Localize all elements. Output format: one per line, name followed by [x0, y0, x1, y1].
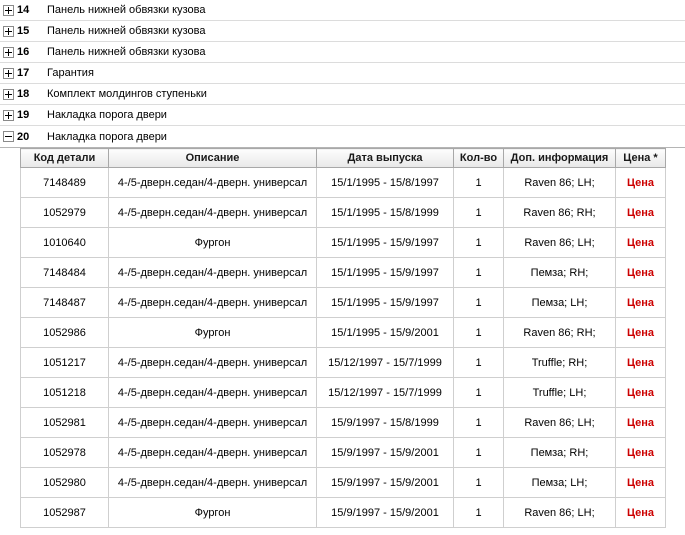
cell-description: 4-/5-дверн.седан/4-дверн. универсал — [109, 288, 317, 318]
cell-quantity: 1 — [454, 198, 504, 228]
cell-extra-info: Пемза; RH; — [504, 438, 616, 468]
cell-quantity: 1 — [454, 228, 504, 258]
tree-item[interactable] — [0, 105, 685, 126]
column-header-code[interactable]: Код детали — [21, 149, 109, 168]
table-row[interactable] — [21, 258, 666, 288]
cell-extra-info: Raven 86; LH; — [504, 228, 616, 258]
assembly-tree — [0, 0, 685, 148]
cell-part-code: 1052978 — [21, 438, 109, 468]
cell-price-link[interactable]: Цена — [616, 318, 666, 348]
cell-quantity: 1 — [454, 318, 504, 348]
tree-item-number: 20 — [17, 130, 30, 143]
table-row[interactable] — [21, 198, 666, 228]
cell-date-range: 15/9/1997 - 15/9/2001 — [317, 438, 454, 468]
cell-description: Фургон — [109, 498, 317, 528]
cell-date-range: 15/1/1995 - 15/9/1997 — [317, 258, 454, 288]
cell-quantity: 1 — [454, 378, 504, 408]
column-header-description[interactable]: Описание — [109, 149, 317, 168]
cell-date-range: 15/1/1995 - 15/9/1997 — [317, 228, 454, 258]
cell-price-link[interactable]: Цена — [616, 408, 666, 438]
table-row[interactable] — [21, 288, 666, 318]
expand-plus-icon[interactable] — [3, 5, 14, 16]
cell-description: 4-/5-дверн.седан/4-дверн. универсал — [109, 468, 317, 498]
expand-plus-icon[interactable] — [3, 68, 14, 79]
tree-item[interactable] — [0, 21, 685, 42]
cell-description: 4-/5-дверн.седан/4-дверн. универсал — [109, 168, 317, 198]
cell-quantity: 1 — [454, 258, 504, 288]
cell-part-code: 1052986 — [21, 318, 109, 348]
cell-date-range: 15/12/1997 - 15/7/1999 — [317, 378, 454, 408]
cell-date-range: 15/1/1995 - 15/8/1997 — [317, 168, 454, 198]
cell-quantity: 1 — [454, 498, 504, 528]
cell-extra-info: Truffle; LH; — [504, 378, 616, 408]
cell-description: 4-/5-дверн.седан/4-дверн. универсал — [109, 258, 317, 288]
cell-date-range: 15/12/1997 - 15/7/1999 — [317, 348, 454, 378]
cell-quantity: 1 — [454, 408, 504, 438]
table-row[interactable] — [21, 318, 666, 348]
cell-date-range: 15/1/1995 - 15/8/1999 — [317, 198, 454, 228]
table-row[interactable] — [21, 468, 666, 498]
cell-date-range: 15/1/1995 - 15/9/1997 — [317, 288, 454, 318]
expand-plus-icon[interactable] — [3, 110, 14, 121]
table-row[interactable] — [21, 378, 666, 408]
cell-price-link[interactable]: Цена — [616, 228, 666, 258]
table-row[interactable] — [21, 498, 666, 528]
cell-price-link[interactable]: Цена — [616, 168, 666, 198]
cell-quantity: 1 — [454, 468, 504, 498]
tree-item-number: 15 — [17, 25, 30, 37]
cell-date-range: 15/9/1997 - 15/9/2001 — [317, 498, 454, 528]
cell-part-code: 1051217 — [21, 348, 109, 378]
tree-item-number: 14 — [17, 4, 30, 16]
cell-price-link[interactable]: Цена — [616, 378, 666, 408]
cell-extra-info: Пемза; LH; — [504, 468, 616, 498]
table-row[interactable] — [21, 348, 666, 378]
cell-part-code: 7148484 — [21, 258, 109, 288]
parts-table — [20, 148, 666, 528]
expand-plus-icon[interactable] — [3, 26, 14, 37]
cell-quantity: 1 — [454, 348, 504, 378]
tree-item[interactable] — [0, 42, 685, 63]
tree-item-label[interactable]: Гарантия — [47, 67, 94, 79]
cell-part-code: 1052987 — [21, 498, 109, 528]
cell-date-range: 15/1/1995 - 15/9/2001 — [317, 318, 454, 348]
tree-item-label[interactable]: Панель нижней обвязки кузова — [47, 4, 206, 16]
tree-item-number: 17 — [17, 67, 30, 79]
cell-part-code: 7148487 — [21, 288, 109, 318]
tree-item-label[interactable]: Панель нижней обвязки кузова — [47, 46, 206, 58]
table-row[interactable] — [21, 168, 666, 198]
cell-description: 4-/5-дверн.седан/4-дверн. универсал — [109, 378, 317, 408]
cell-quantity: 1 — [454, 438, 504, 468]
tree-item-number: 16 — [17, 46, 30, 58]
cell-description: Фургон — [109, 318, 317, 348]
column-header-date[interactable]: Дата выпуска — [317, 149, 454, 168]
cell-extra-info: Raven 86; LH; — [504, 408, 616, 438]
cell-price-link[interactable]: Цена — [616, 198, 666, 228]
cell-part-code: 1052981 — [21, 408, 109, 438]
tree-item[interactable] — [0, 84, 685, 105]
tree-item-label[interactable]: Накладка порога двери — [47, 130, 167, 143]
table-row[interactable] — [21, 228, 666, 258]
cell-extra-info: Raven 86; RH; — [504, 318, 616, 348]
column-header-quantity[interactable]: Кол-во — [454, 149, 504, 168]
expand-plus-icon[interactable] — [3, 89, 14, 100]
cell-extra-info: Raven 86; LH; — [504, 498, 616, 528]
cell-date-range: 15/9/1997 - 15/8/1999 — [317, 408, 454, 438]
cell-price-link[interactable]: Цена — [616, 348, 666, 378]
cell-extra-info: Raven 86; LH; — [504, 168, 616, 198]
cell-part-code: 1010640 — [21, 228, 109, 258]
cell-extra-info: Raven 86; RH; — [504, 198, 616, 228]
column-header-extra-info[interactable]: Доп. информация — [504, 149, 616, 168]
cell-price-link[interactable]: Цена — [616, 258, 666, 288]
cell-price-link[interactable]: Цена — [616, 498, 666, 528]
table-header-row — [21, 149, 666, 168]
table-row[interactable] — [21, 408, 666, 438]
cell-extra-info: Пемза; RH; — [504, 258, 616, 288]
cell-description: 4-/5-дверн.седан/4-дверн. универсал — [109, 348, 317, 378]
tree-item-number: 19 — [17, 109, 30, 121]
cell-price-link[interactable]: Цена — [616, 438, 666, 468]
cell-part-code: 1052980 — [21, 468, 109, 498]
table-row[interactable] — [21, 438, 666, 468]
tree-item-number: 18 — [17, 88, 30, 100]
parts-table-container — [0, 148, 685, 528]
cell-part-code: 1051218 — [21, 378, 109, 408]
cell-description: Фургон — [109, 228, 317, 258]
cell-extra-info: Truffle; RH; — [504, 348, 616, 378]
cell-quantity: 1 — [454, 168, 504, 198]
tree-item[interactable] — [0, 0, 685, 21]
tree-item[interactable] — [0, 63, 685, 84]
cell-part-code: 1052979 — [21, 198, 109, 228]
tree-item-label[interactable]: Накладка порога двери — [47, 109, 167, 121]
tree-item[interactable] — [0, 126, 685, 147]
cell-quantity: 1 — [454, 288, 504, 318]
expand-plus-icon[interactable] — [3, 47, 14, 58]
tree-item-label[interactable]: Панель нижней обвязки кузова — [47, 25, 206, 37]
cell-description: 4-/5-дверн.седан/4-дверн. универсал — [109, 408, 317, 438]
cell-date-range: 15/9/1997 - 15/9/2001 — [317, 468, 454, 498]
cell-description: 4-/5-дверн.седан/4-дверн. универсал — [109, 198, 317, 228]
cell-part-code: 7148489 — [21, 168, 109, 198]
cell-extra-info: Пемза; LH; — [504, 288, 616, 318]
collapse-minus-icon[interactable] — [3, 131, 14, 142]
tree-item-label[interactable]: Комплект молдингов ступеньки — [47, 88, 207, 100]
cell-price-link[interactable]: Цена — [616, 288, 666, 318]
column-header-price[interactable]: Цена * — [616, 149, 666, 168]
cell-price-link[interactable]: Цена — [616, 468, 666, 498]
cell-description: 4-/5-дверн.седан/4-дверн. универсал — [109, 438, 317, 468]
